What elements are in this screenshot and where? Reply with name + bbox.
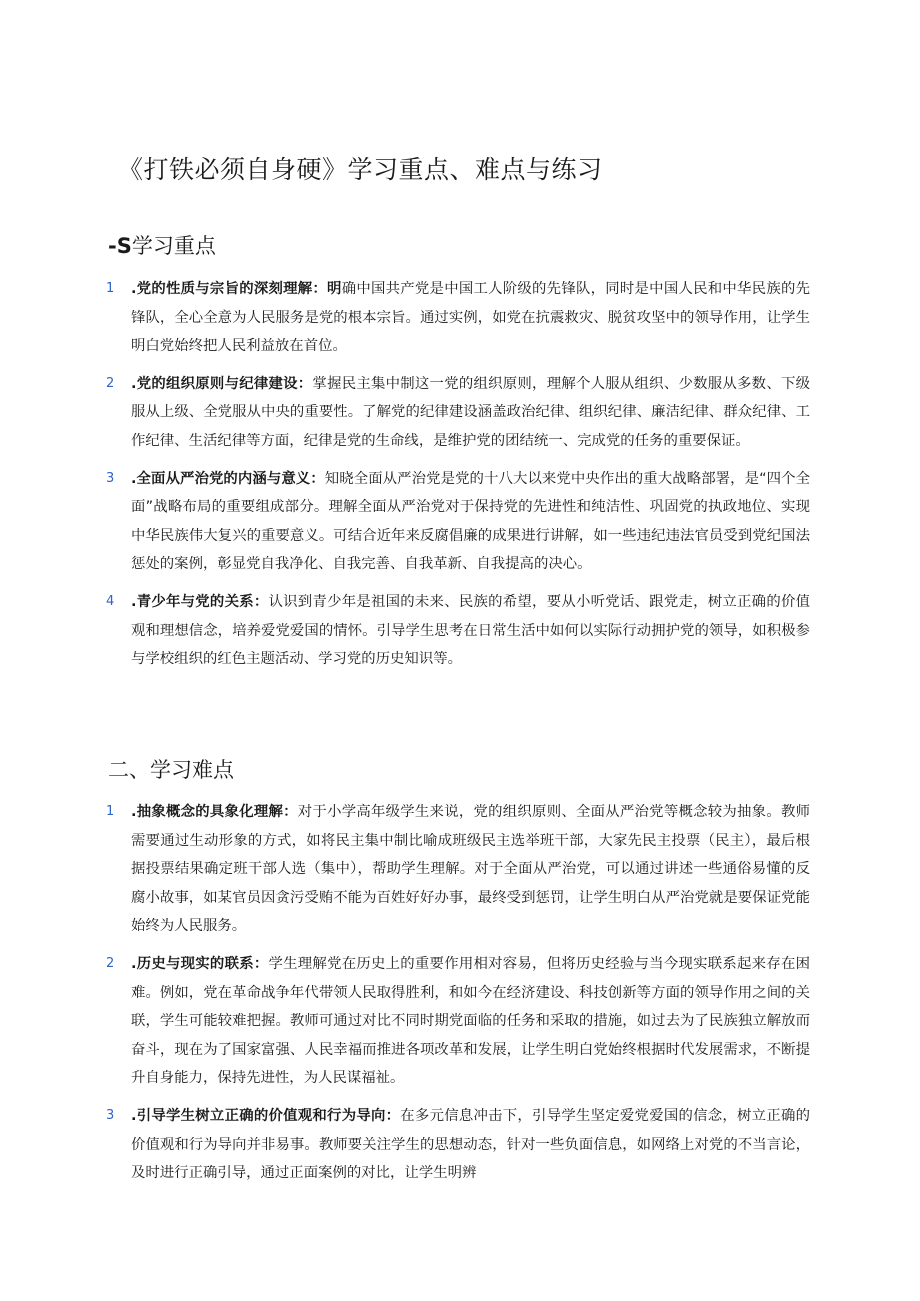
list-item-body [131,950,810,1093]
section-heading-difficulties [108,754,234,784]
list-item-number: 2 [106,955,115,971]
list-item-number: 3 [106,470,115,486]
list-item-number: 1 [106,804,115,819]
list-item-lead: .抽象概念的具象化理解： [131,804,298,820]
list-item [106,370,810,456]
list-item-text: 认识到青少年是祖国的未来、民族的希望，要从小听党话、跟党走，树立正确的价值观和理想信念，培养爱党爱国的情怀。引导学生思考在日常生活中如何以实际行动拥护党的领导，如积极参与学校组织的红色主题活动、学习党的历史知识等。 [131,593,810,668]
list-item [106,275,810,361]
key-points-list [106,275,810,674]
list-item-number: 1 [106,281,115,296]
list-item-text: 学生理解党在历史上的重要作用相对容易，但将历史经验与当今现实联系起来存在困难。例如，党在革命战争年代带领人民取得胜利，和如今在经济建设、科技创新等方面的领导作用之间的关联，学生可能较难把握。教师可通过对比不同时期党面临的任务和采取的措施，如过去为了民族独立解放而奋斗，现在为了国家富强、人民幸福而推进各项改革和发展，让学生明白党始终根据时代发展需求，不断提升自身能力，保持先进性，为人民谋福祉。 [131,955,810,1087]
section-heading-prefix: -S [108,234,132,258]
list-item-lead: .全面从严治党的内涵与意义： [131,470,325,487]
list-item [106,465,810,579]
list-item-lead: .历史与现实的联系： [131,955,269,972]
list-item-number: 4 [106,593,115,609]
section-heading-key-points [108,230,216,260]
list-item-body [131,465,810,579]
list-item-lead: .党的性质与宗旨的深刻理解：明 [131,281,342,297]
list-item-body [131,370,810,456]
list-item-body [131,588,810,674]
list-item-text: 掌握民主集中制这一党的组织原则，理解个人服从组织、少数服从多数、下级服从上级、全党服从中央的重要性。了解党的纪律建设涵盖政治纪律、组织纪律、廉洁纪律、群众纪律、工作纪律、生活纪律等方面，纪律是党的生命线，是维护党的团结统一、完成党的任务的重要保证。 [131,375,810,449]
list-item-lead: .引导学生树立正确的价值观和行为导向： [131,1107,401,1124]
list-item-text: 知晓全面从严治党是党的十八大以来党中央作出的重大战略部署，是“四个全面”战略布局的重要组成部分。理解全面从严治党对于保持党的先进性和纯洁性、巩固党的执政地位、实现中华民族伟大复兴的重要意义。可结合近年来反腐倡廉的成果进行讲解，如一些违纪违法官员受到党纪国法惩处的案例，彰显党自我净化、自我完善、自我革新、自我提高的决心。 [131,470,810,573]
list-item-body [131,275,810,361]
list-item-text: 对于小学高年级学生来说，党的组织原则、全面从严治党等概念较为抽象。教师需要通过生动形象的方式，如将民主集中制比喻成班级民主选举班干部，大家先民主投票（民主），最后根据投票结果确定班干部人选（集中），帮助学生理解。对于全面从严治党，可以通过讲述一些通俗易懂的反腐小故事，如某官员因贪污受贿不能为百姓好好办事，最终受到惩罚，让学生明白从严治党就是要保证党能始终为人民服务。 [131,804,810,935]
list-item-text: 确中国共产党是中国工人阶级的先锋队，同时是中国人民和中华民族的先锋队，全心全意为人民服务是党的根本宗旨。通过实例，如党在抗震救灾、脱贫攻坚中的领导作用，让学生明白党始终把人民利益放在首位。 [131,281,810,355]
list-item-lead: .党的组织原则与纪律建设： [131,375,313,392]
list-item-lead: .青少年与党的关系： [131,593,269,610]
list-item [106,1102,810,1188]
list-item-body [131,1102,810,1188]
list-item [106,798,810,941]
list-item [106,588,810,674]
list-item [106,950,810,1093]
list-item-text: 在多元信息冲击下，引导学生坚定爱党爱国的信念，树立正确的价值观和行为导向并非易事。教师要关注学生的思想动态，针对一些负面信息，如网络上对党的不当言论，及时进行正确引导，通过正面案例的对比，让学生明辨 [131,1107,810,1182]
list-item-body [131,798,810,941]
list-item-number: 3 [106,1107,115,1123]
section-heading-text: 二、学习难点 [108,758,234,782]
document-title: 《打铁必须自身硬》学习重点、难点与练习 [118,155,603,184]
section-heading-text: 学习重点 [131,234,216,258]
list-item-number: 2 [106,375,115,391]
difficulties-list [106,798,810,1188]
